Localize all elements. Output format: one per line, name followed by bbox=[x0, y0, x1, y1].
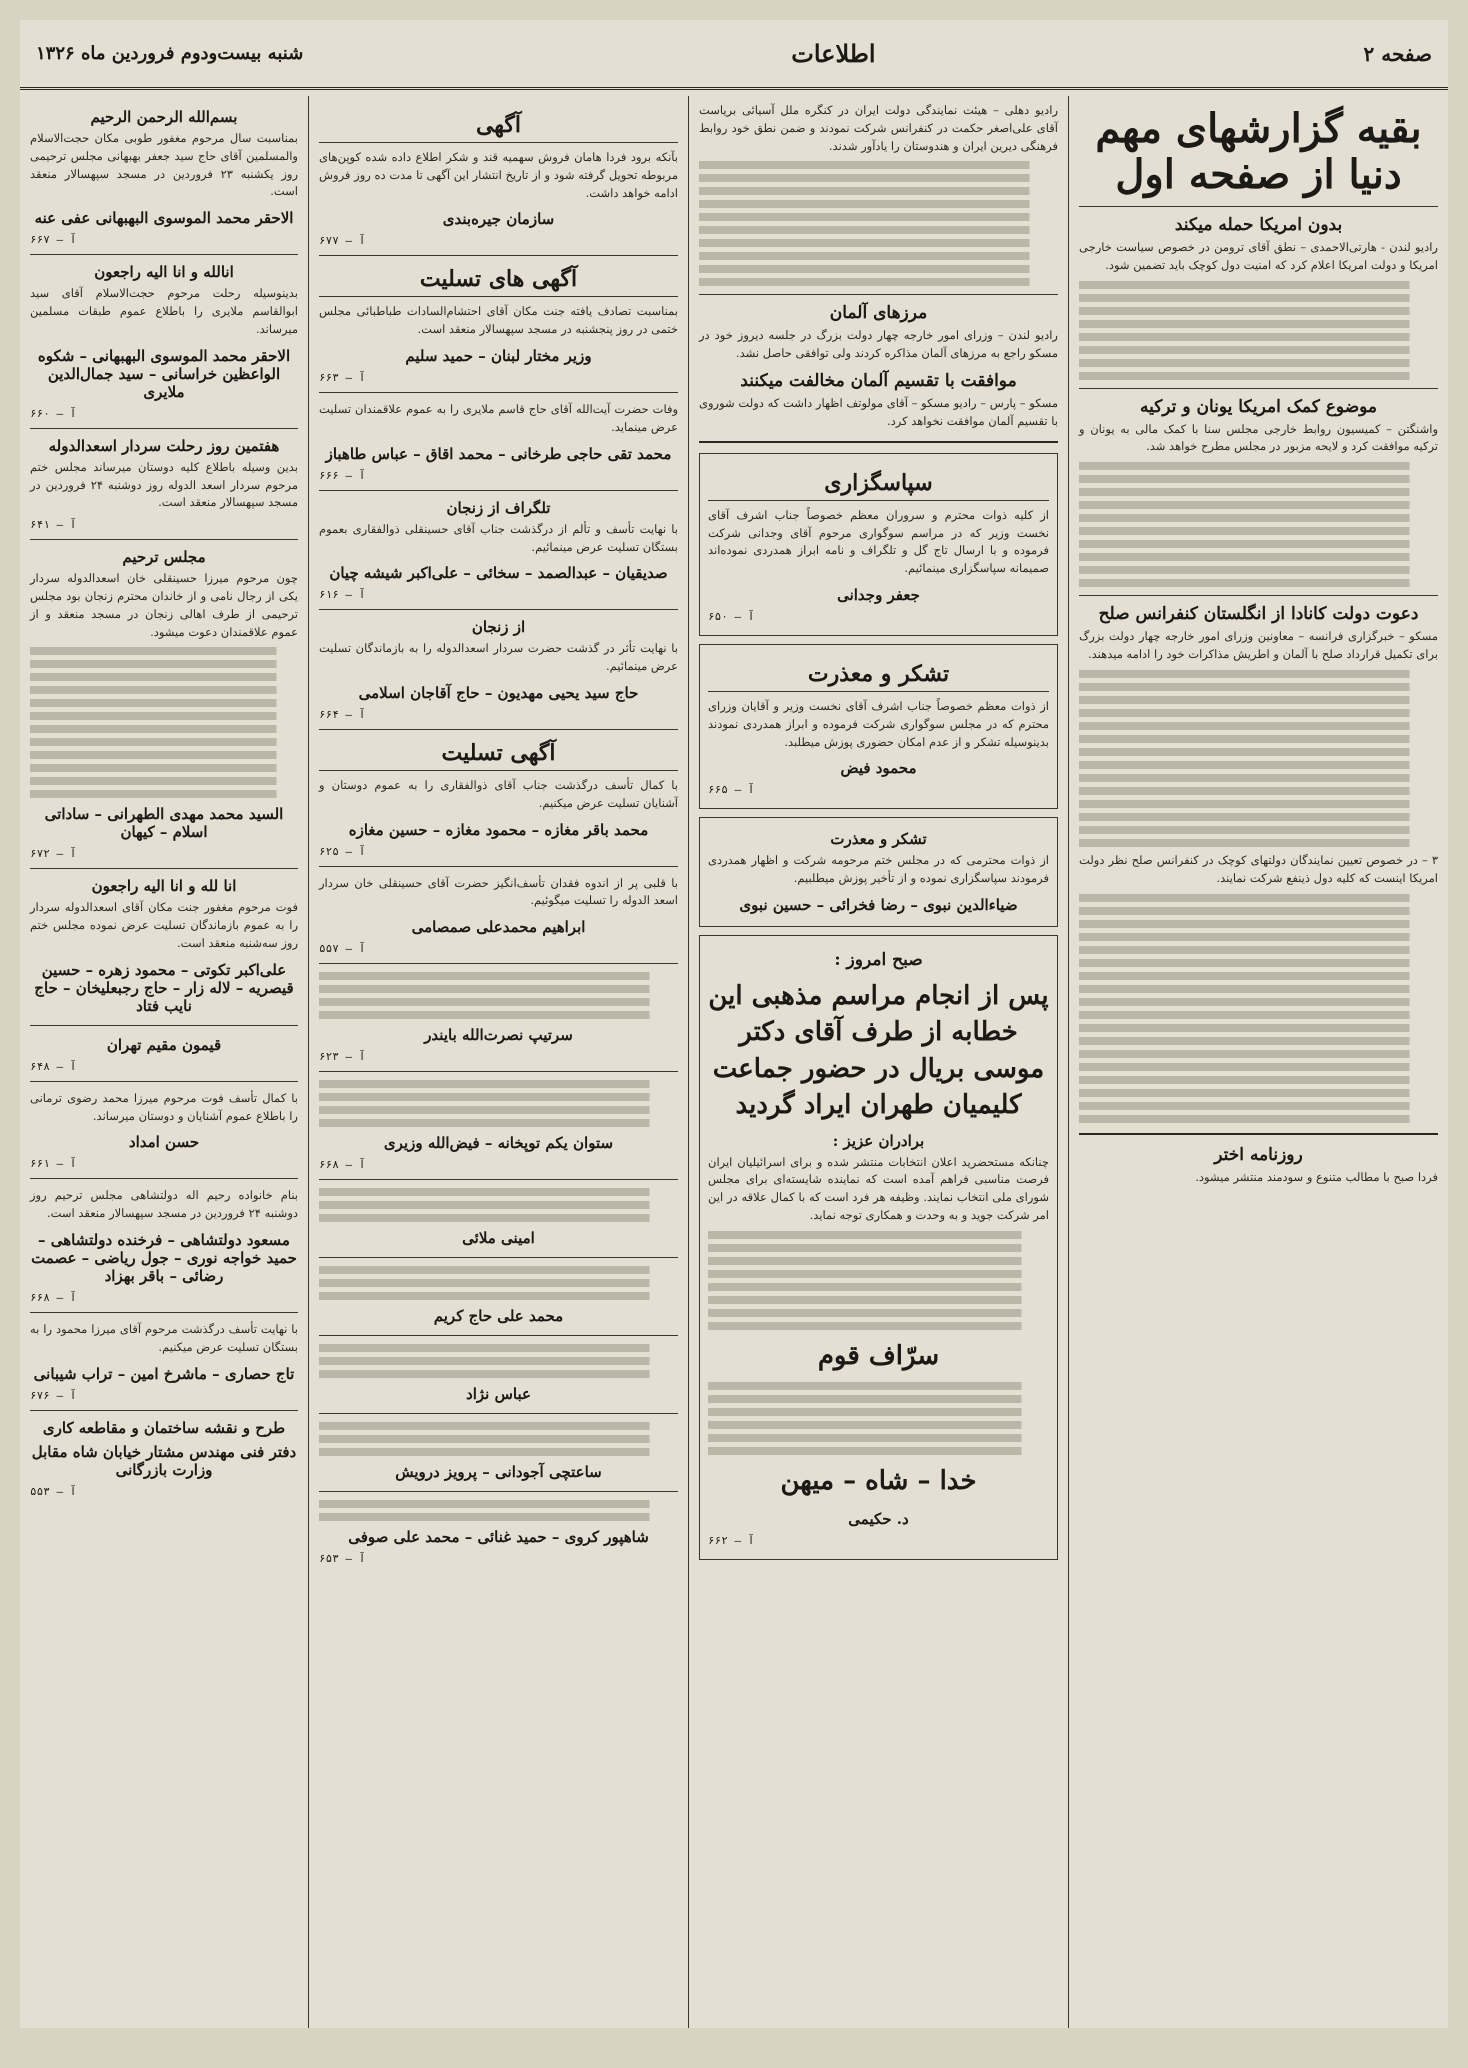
newspaper-page bbox=[20, 20, 1448, 2028]
ad-code: ۶۶۱ – آ bbox=[30, 1157, 77, 1171]
notice-ad bbox=[699, 453, 1058, 636]
news-body: رادیو لندن - هارتی‌الاحمدی – نطق آقای ترومن در خصوص سیاست خارجی امریکا و دولت امریکا اعلام کرد که امنیت دول کوچک باید تضمین شود. bbox=[1079, 240, 1438, 272]
divider bbox=[319, 609, 678, 610]
divider bbox=[30, 539, 298, 540]
ad-body: بدین وسیله باطلاع کلیه دوستان میرساند مجلس ختم مرحوم سردار اسعد الدوله روز دوشنبه ۲۴ فروردین در مسجد سپهسالار منعقد است. bbox=[30, 459, 298, 510]
text-lines bbox=[30, 647, 298, 798]
news-column-2 bbox=[688, 96, 1068, 2028]
ad-signature: وزیر مختار لبنان – حمید سلیم bbox=[405, 347, 592, 366]
news-title: مرزهای آلمان bbox=[829, 303, 928, 324]
ad-title: آگهی تسلیت bbox=[319, 740, 678, 771]
ad-signature: علی‌اکبر تکوتی – محمود زهره – حسین قیصریه – لاله زار – حاج رجبعلیخان – حاج نایب فتاد bbox=[34, 960, 294, 1015]
section-title: روزنامه اختر bbox=[1214, 1144, 1303, 1165]
ad-body: با نهایت تأسف درگذشت مرحوم آقای میرزا محمود را به بستگان تسلیت عرض میکنیم. bbox=[30, 1322, 298, 1354]
ad-title: هفتمین روز رحلت سردار اسعدالدوله bbox=[48, 436, 280, 455]
notice-title: سپاسگزاری bbox=[708, 470, 1049, 501]
news-title: موضوع کمک امریکا یونان و ترکیه bbox=[1139, 396, 1378, 417]
speech-salute: برادران عزیز : bbox=[832, 1131, 925, 1150]
ad-code: ۶۷۲ – آ bbox=[30, 847, 77, 861]
divider bbox=[319, 1413, 678, 1414]
divider bbox=[699, 441, 1058, 443]
speech-name: سرّاف قوم bbox=[817, 1340, 940, 1371]
ad-code: ۶۲۳ – آ bbox=[319, 1050, 366, 1064]
ad-signature: امینی ملائی bbox=[462, 1229, 535, 1248]
news-body: واشنگتن – کمیسیون روابط خارجی مجلس سنا با کمک مالی به یونان و ترکیه موافقت کرد و لایحه مزبور در مجلس مطرح خواهد شد. bbox=[1079, 421, 1438, 454]
divider bbox=[319, 1071, 678, 1072]
notice-signature: جعفر وجدانی bbox=[837, 585, 920, 604]
text-lines bbox=[319, 1266, 678, 1300]
ad-title: آگهی های تسلیت bbox=[319, 266, 678, 297]
ad-body: با نهایت تأسف و تألم از درگذشت جناب آقای حسینقلی ذوالفقاری بعموم بستگان تسلیت عرض مینمائیم. bbox=[319, 521, 678, 554]
ad-code: ۶۷۶ – آ bbox=[30, 1388, 77, 1402]
divider bbox=[1079, 595, 1438, 596]
ad-code: ۶۶۳ – آ bbox=[319, 371, 366, 385]
ad-signature: حسن امداد bbox=[128, 1133, 200, 1152]
divider bbox=[319, 963, 678, 964]
ad-signature: سازمان جیره‌بندی bbox=[442, 210, 555, 229]
notice-ad bbox=[699, 817, 1058, 927]
ad-signature: محمد تقی حاجی طرخانی – محمد اقاق – عباس طاهباز bbox=[325, 444, 672, 463]
divider bbox=[30, 868, 298, 869]
ad-code: ۶۴۸ – آ bbox=[30, 1059, 77, 1073]
divider bbox=[319, 490, 678, 491]
ad-body: بدینوسیله رحلت مرحوم حجت‌الاسلام آقای سید ابوالقاسم ملایری را باطلاع عموم طبقات مسلمین میرساند. bbox=[30, 286, 298, 336]
ad-title: انا لله و انا الیه راجعون bbox=[91, 877, 237, 896]
ad-code: ۵۵۷ – آ bbox=[319, 942, 366, 956]
speech-ad bbox=[699, 935, 1058, 1560]
text-lines bbox=[319, 1188, 678, 1222]
columns bbox=[20, 96, 1448, 2028]
news-title: دعوت دولت کانادا از انگلستان کنفرانس صلح bbox=[1098, 604, 1419, 625]
ad-body: بآنکه برود فردا هامان فروش سهمیه قند و شکر اطلاع داده شده کوپن‌های مربوطه تحویل گرفته شود و از تاریخ انتشار این آگهی تا مدت ده روز فروش ادامه خواهد داشت. bbox=[319, 150, 678, 200]
text-lines bbox=[319, 972, 678, 1019]
divider bbox=[319, 1257, 678, 1258]
ad-code: ۶۱۶ – آ bbox=[319, 588, 366, 602]
news-body: ۳ – در خصوص تعیین نمایندگان دولتهای کوچک در کنفرانس صلح نظر دولت امریکا اینست که کلیه دول ذینفع شرکت نمایند. bbox=[1079, 852, 1438, 885]
ad-body: با کمال تأسف فوت مرحوم میرزا محمد رضوی ترمانی را باطلاع عموم آشنایان و دوستان میرساند. bbox=[30, 1090, 298, 1123]
ad-body: وفات حضرت آیت‌الله آقای حاج قاسم ملایری را به عموم علاقمندان تسلیت عرض مینماید. bbox=[319, 402, 678, 434]
ad-body: فوت مرحوم مغفور جنت مکان آقای اسعدالدوله سردار را به عموم بازماندگان تسلیت عرض نموده مجلس ختم روز سه‌شنبه منعقد است. bbox=[30, 900, 298, 950]
ad-code: ۶۶۸ – آ bbox=[30, 1291, 77, 1305]
news-body: مسکو – خبرگزاری فرانسه – معاونین وزرای امور خارجه چهار دولت بزرگ برای تکمیل قرارداد صلح با آلمان و اطریش مذاکرات خود را ادامه میدهند. bbox=[1079, 629, 1438, 662]
ad-body: بمناسبت تصادف یافته جنت مکان آقای احتشام‌السادات طباطبائی مجلس ختمی در روز پنجشنبه در مسجد سپهسالار منعقد است. bbox=[319, 304, 678, 337]
divider bbox=[1079, 1133, 1438, 1135]
divider bbox=[319, 729, 678, 730]
notice-code: ۶۵۰ – آ bbox=[708, 609, 755, 623]
ad-signature: دفتر فنی مهندس مشتار خیابان شاه مقابل وزارت بازرگانی bbox=[31, 1442, 297, 1479]
ad-signature: السید محمد مهدی الطهرانی – ساداتی اسلام – کیهان bbox=[44, 805, 284, 842]
ad-signature: ابراهیم محمدعلی صمصامی bbox=[411, 918, 586, 937]
main-headline: بقیه گزارشهای مهم دنیا از صفحه اول bbox=[1095, 105, 1422, 198]
ad-code: ۶۲۵ – آ bbox=[319, 844, 366, 858]
text-lines bbox=[319, 1344, 678, 1378]
ad-signature: حاج سید یحیی مهدیون – حاج آقاجان اسلامی bbox=[358, 683, 639, 702]
divider bbox=[1079, 206, 1438, 207]
text-lines bbox=[319, 1500, 678, 1521]
notice-body: از ذوات محترمی که در مجلس ختم مرحومه شرکت و اظهار همدردی فرمودند سپاسگزاری نموده و از تأخیر پوزش میطلبیم. bbox=[708, 853, 1049, 886]
ad-title: طرح و نقشه ساختمان و مقاطعه کاری bbox=[42, 1418, 286, 1437]
ad-signature: ساعتچی آجودانی – پرویز درویش bbox=[395, 1463, 602, 1482]
notice-signature: محمود فیض bbox=[840, 759, 917, 778]
divider bbox=[699, 294, 1058, 295]
divider bbox=[319, 255, 678, 256]
masthead bbox=[20, 20, 1448, 90]
speech-signature: د. حکیمی bbox=[848, 1509, 909, 1528]
ad-signature: محمد باقر مغازه – محمود مغازه – حسین مغازه bbox=[348, 820, 649, 839]
news-body: رادیو دهلی – هیئت نمایندگی دولت ایران در کنگره ملل آسیائی بریاست آقای علی‌اصغر حکمت در کنفرانس شرکت نمودند و ضمن نطق خود روابط فرهنگی دیرین ایران و هندوستان را یادآور شدند. bbox=[699, 103, 1058, 153]
divider bbox=[319, 866, 678, 867]
notice-code: ۶۶۵ – آ bbox=[708, 783, 755, 797]
ad-signature: صدیقیان – عبدالصمد – سخائی – علی‌اکبر شیشه چیان bbox=[329, 564, 668, 583]
ad-body: با قلبی پر از اندوه فقدان تأسف‌انگیز حضرت آقای حسینقلی خان سردار اسعد الدوله را تسلیت میگوئیم. bbox=[319, 875, 678, 908]
text-lines bbox=[1079, 281, 1438, 380]
ad-body: با نهایت تأثر در گذشت حضرت سردار اسعدالدوله را به بازماندگان تسلیت عرض مینمائیم. bbox=[319, 641, 678, 674]
ad-title: تلگراف از زنجان bbox=[446, 498, 551, 517]
ad-body: بمناسبت سال مرحوم مغفور طوبی مکان حجت‌الاسلام والمسلمین آقای حاج سید جعفر بهبهانی مجلس ترحیمی روز یکشنبه ۲۳ فروردین در مسجد سپهسالار منعقد است. bbox=[30, 131, 299, 199]
ad-code: ۶۶۷ – آ bbox=[30, 233, 77, 247]
ad-title: از زنجان bbox=[471, 618, 526, 637]
news-title: بدون امریکا حمله میکند bbox=[1174, 215, 1343, 235]
ad-code: ۶۷۷ – آ bbox=[319, 234, 366, 248]
ad-signature: سرتیپ نصرت‌الله بایندر bbox=[424, 1026, 573, 1045]
ad-body: با کمال تأسف درگذشت جناب آقای ذوالفقاری را به عموم دوستان و آشنایان تسلیت عرض میکنیم. bbox=[319, 777, 678, 810]
ad-signature: ستوان یکم توپخانه – فیض‌الله وزیری bbox=[383, 1134, 614, 1153]
notice-body: از کلیه ذوات محترم و سروران معظم خصوصاً جناب اشرف آقای نخست وزیر که در مراسم سوگواری مرحوم آقای وجدانی شرکت فرموده و با ارسال تاج گل و تلگراف و نامه ابراز همدردی نموده‌اند صمیمانه سپاسگزاری مینمائیم. bbox=[708, 507, 1049, 576]
speech-headline: پس از انجام مراسم مذهبی این خطابه از طرف آقای دکتر موسی بریال در حضور جماعت کلیمیان طهران ایراد گردید bbox=[708, 981, 1049, 1121]
ad-title: بسم‌الله الرحمن الرحیم bbox=[90, 108, 238, 126]
ad-signature: مسعود دولتشاهی – فرخنده دولتشاهی – حمید خواجه نوری – جول ریاضی – عصمت رضائی – باقر بهزاد bbox=[31, 1231, 297, 1286]
ad-signature: قیمون مقیم تهران bbox=[106, 1035, 222, 1054]
divider bbox=[30, 1178, 298, 1179]
notice-ad bbox=[699, 644, 1058, 809]
notice-signature: ضیاءالدین نبوی – رضا فخرائی – حسین نبوی bbox=[739, 896, 1018, 914]
divider bbox=[1079, 388, 1438, 389]
divider bbox=[30, 1081, 298, 1082]
ad-title: انالله و انا الیه راجعون bbox=[94, 263, 234, 282]
ad-signature: تاج حصاری – ماشرخ امین – تراب شیبانی bbox=[33, 1364, 295, 1383]
divider bbox=[319, 1179, 678, 1180]
paper-name: اطلاعات bbox=[791, 39, 876, 68]
text-lines bbox=[1079, 670, 1438, 847]
ad-signature: محمد علی حاج کریم bbox=[433, 1307, 564, 1326]
ad-signature: عباس نژاد bbox=[466, 1385, 531, 1404]
section-body: فردا صبح با مطالب متنوع و سودمند منتشر میشود. bbox=[1195, 1169, 1438, 1184]
ad-signature: شاهپور کروی – حمید غنائی – محمد علی صوفی bbox=[348, 1528, 649, 1547]
notice-title: تشکر و معذرت bbox=[830, 830, 927, 849]
ad-code: ۶۶۶ – آ bbox=[319, 468, 366, 482]
text-lines bbox=[319, 1080, 678, 1127]
speech-closing: خدا – شاه – میهن bbox=[780, 1466, 977, 1497]
speech-body: چنانکه مستحضرید اعلان انتخابات منتشر شده و برای اسرائیلیان ایران فرصت مناسبی فراهم آمده است که نماینده شایسته‌ای برای مجلس شورای ملی انتخاب نمایند. وظیفه هر فرد است که با کمال علاقه در این امر شرکت جوید و به وحدت و همکاری توجه نماید. bbox=[708, 1154, 1049, 1222]
ad-code: ۶۶۴ – آ bbox=[319, 707, 366, 721]
news-title: موافقت با تقسیم آلمان مخالفت میکنند bbox=[740, 371, 1017, 392]
text-lines bbox=[1079, 894, 1438, 1123]
divider bbox=[30, 428, 298, 429]
ad-body: بنام خانواده رحیم اله دولتشاهی مجلس ترحیم روز دوشنبه ۲۴ فروردین در مسجد سپهسالار منعقد است. bbox=[30, 1188, 298, 1221]
text-lines bbox=[699, 161, 1058, 286]
speech-intro: صبح امروز : bbox=[834, 950, 923, 970]
ad-body: چون مرحوم میرزا حسینقلی خان اسعدالدوله سردار یکی از رجال نامی و از خاندان محترم زنجان بود مجلس ترحیمی از طرف اهالی زنجان در مسجد منعقد و از عموم علاقمندان دعوت میشود. bbox=[30, 571, 298, 639]
divider bbox=[30, 254, 298, 255]
ad-title: آگهی bbox=[319, 112, 678, 143]
page-number: صفحه ۲ bbox=[1363, 41, 1432, 66]
notice-title: تشکر و معذرت bbox=[708, 661, 1049, 692]
divider bbox=[30, 1312, 298, 1313]
news-body: مسکو – پارس – رادیو مسکو – آقای مولوتف اظهار داشت که دولت شوروی با تقسیم آلمان موافقت نخواهد کرد. bbox=[699, 396, 1058, 428]
issue-date: شنبه بیست‌ودوم فروردین ماه ۱۳۲۶ bbox=[36, 43, 304, 64]
ad-code: ۶۵۳ – آ bbox=[319, 1552, 366, 1566]
text-lines bbox=[708, 1382, 1049, 1455]
ad-title: مجلس ترحیم bbox=[122, 548, 206, 567]
news-body: رادیو لندن – وزرای امور خارجه چهار دولت بزرگ در جلسه دیروز خود در مسکو راجع به مرزهای آلمان مذاکره کردند ولی توافقی حاصل نشد. bbox=[699, 328, 1058, 361]
ads-column-2 bbox=[20, 96, 308, 2028]
ad-code: ۶۶۸ – آ bbox=[319, 1158, 366, 1172]
notice-body: از ذوات معظم خصوصاً جناب اشرف آقای نخست وزیر و آقایان وزرای محترم که در مجلس سوگواری شرکت فرموده و ابراز همدردی نمودند بدینوسیله تشکر و از عدم امکان حضوری پوزش میطلبد. bbox=[708, 698, 1049, 749]
ad-code: ۶۶۰ – آ bbox=[30, 406, 77, 420]
text-lines bbox=[708, 1231, 1049, 1330]
divider bbox=[30, 1025, 298, 1026]
ad-signature: الاحقر محمد الموسوی البهبهانی – شکوه الواعظین خراسانی – سید جمال‌الدین ملایری bbox=[37, 346, 291, 401]
text-lines bbox=[1079, 462, 1438, 587]
ads-column bbox=[308, 96, 688, 2028]
ad-signature: الاحقر محمد الموسوی البهبهانی عفی عنه bbox=[34, 209, 294, 228]
news-column bbox=[1068, 96, 1448, 2028]
divider bbox=[319, 1335, 678, 1336]
divider bbox=[319, 1491, 678, 1492]
ad-code: ۵۵۳ – آ bbox=[30, 1484, 77, 1498]
ad-code: ۶۴۱ – آ bbox=[30, 518, 77, 532]
speech-code: ۶۶۲ – آ bbox=[708, 1533, 755, 1547]
divider bbox=[30, 1410, 298, 1411]
text-lines bbox=[319, 1422, 678, 1456]
divider bbox=[319, 392, 678, 393]
